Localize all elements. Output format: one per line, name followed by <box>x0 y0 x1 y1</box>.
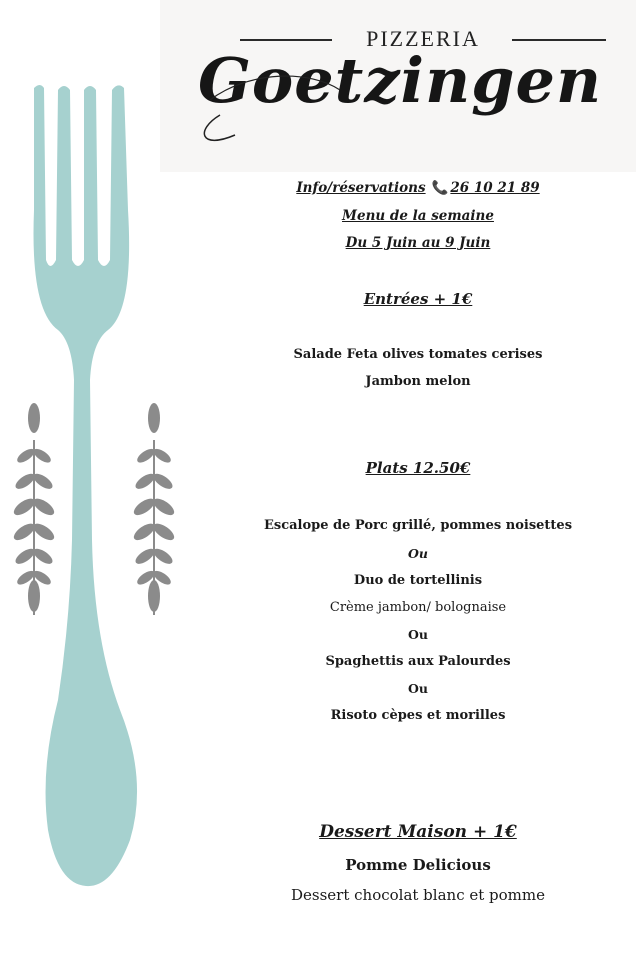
entrees-heading: Entrées + 1€ <box>363 290 473 308</box>
menu-title: Menu de la semaine <box>342 208 494 224</box>
plat-item: Risoto cèpes et morilles <box>330 708 506 723</box>
leaf-sprig-left <box>12 400 56 620</box>
dessert-heading: Dessert Maison + 1€ <box>319 822 517 842</box>
entree-item: Salade Feta olives tomates cerises <box>293 347 543 362</box>
header-rule-right <box>512 39 606 41</box>
plat-item: Duo de tortellinis <box>353 573 483 588</box>
plat-item: Escalope de Porc grillé, pommes noisettes <box>263 518 573 533</box>
restaurant-name: Goetzingen <box>197 44 603 117</box>
info-line <box>170 180 636 196</box>
plat-separator: Ou <box>408 627 428 642</box>
dessert-item: Dessert chocolat blanc et pomme <box>290 886 545 904</box>
plat-separator: Ou <box>408 546 428 561</box>
plats-heading: Plats 12.50€ <box>365 459 471 477</box>
plat-item: Spaghettis aux Palourdes <box>325 654 511 669</box>
entree-item: Jambon melon <box>365 374 471 389</box>
info-label: Info/réservations <box>296 180 426 196</box>
pizzeria-label: PIZZERIA <box>366 26 480 51</box>
leaf-sprig-right <box>132 400 176 620</box>
plat-separator: Ou <box>408 681 428 696</box>
dessert-item: Pomme Delicious <box>345 856 491 874</box>
menu-dates: Du 5 Juin au 9 Juin <box>345 235 491 251</box>
phone-icon: 📞 <box>431 180 449 196</box>
name-swash-ornament <box>190 60 630 150</box>
phone-number[interactable]: 26 10 21 89 <box>450 180 540 196</box>
plat-description: Crème jambon/ bolognaise <box>329 600 507 615</box>
